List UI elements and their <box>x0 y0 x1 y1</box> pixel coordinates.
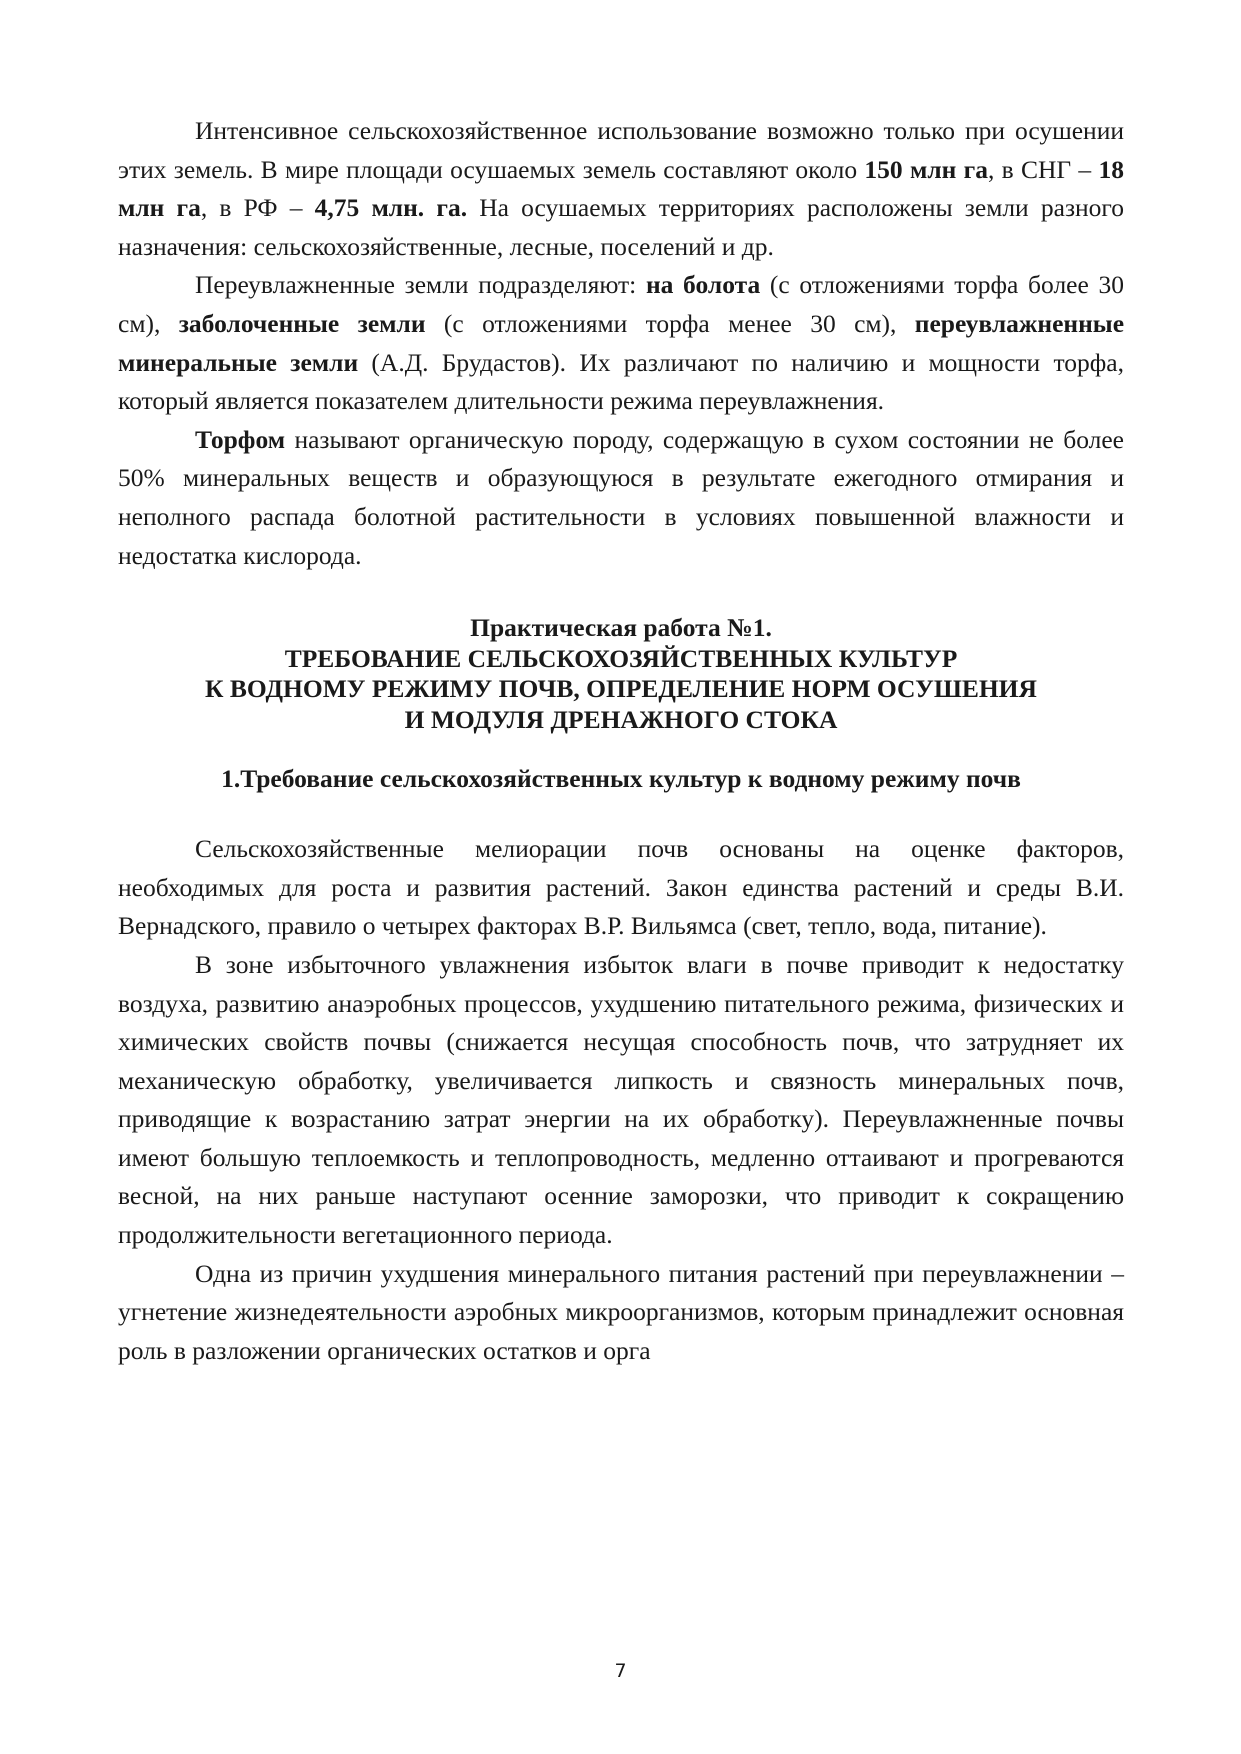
section-body <box>118 830 1124 1370</box>
text-run: На осушаемых территориях расположены земли разного назначения: сельскохозяйственные, лесные, поселений и др. <box>118 193 1124 261</box>
bold-term: Торфом <box>195 424 286 454</box>
text-run: Сельскохозяйственные мелиорации почв основаны на оценке факторов, необходимых для роста и развития растений. Закон единства растений и среды В.И. Вернадского, правило о четырех факторах В.Р. Вильямса (свет, тепло, вода, питание). <box>118 834 1124 941</box>
paragraph-p5 <box>118 946 1124 1255</box>
document-page <box>118 112 1124 1370</box>
text-run: , в РФ – <box>200 193 315 223</box>
bold-term: 18 млн га <box>118 154 1124 223</box>
text-run: Интенсивное сельскохозяйственное использование возможно только при осушении этих земель. В мире площади осушаемых земель составляют около <box>118 116 1124 184</box>
text-run: (А.Д. Брудастов). Их различают по наличию и мощности торфа, который является показателем длительности режима переувлажнения. <box>118 347 1124 416</box>
paragraph-p6 <box>118 1255 1124 1371</box>
heading-line-1: Практическая работа №1. <box>470 613 772 643</box>
heading-line-3: К ВОДНОМУ РЕЖИМУ ПОЧВ, ОПРЕДЕЛЕНИЕ НОРМ ОСУШЕНИЯ <box>205 674 1037 704</box>
practical-work-heading <box>118 613 1124 735</box>
text-run: Переувлажненные земли подразделяют: <box>195 270 646 300</box>
text-run: (с отложениями торфа более 30 см), <box>118 270 1124 338</box>
paragraph-p1 <box>118 112 1124 266</box>
text-run: называют органическую породу, содержащую в сухом состоянии не более 50% минеральных веществ и образующуюся в результате ежегодного отмирания и неполного распада болотной растительности в условиях повышенной влажности и недостатка кислорода. <box>118 424 1124 570</box>
bold-term: заболоченные земли <box>178 308 426 338</box>
heading-line-4: И МОДУЛЯ ДРЕНАЖНОГО СТОКА <box>404 704 838 734</box>
text-run: В зоне избыточного увлажнения избыток влаги в почве приводит к недостатку воздуха, развитию анаэробных процессов, ухудшению питательного режима, физических и химических свойств почвы (снижается несущая способность почв, что затрудняет их механическую обработку, увеличивается липкость и связность минеральных почв, приводящие к возрастанию затрат энергии на их обработку). Переувлажненные почвы имеют большую теплоемкость и теплопроводность, медленно оттаивают и прогреваются весной, на них раньше наступают осенние заморозки, что приводит к сокращению продолжительности вегетационного периода. <box>118 949 1124 1250</box>
section-subheading: 1.Требование сельскохозяйственных культур к водному режиму почв <box>221 764 1021 794</box>
bold-term: переувлажненные минеральные земли <box>118 308 1125 377</box>
text-run: , в СНГ – <box>987 154 1099 184</box>
page-number: 7 <box>614 1660 627 1682</box>
bold-term: 4,75 млн. га. <box>314 193 468 223</box>
text-run: (с отложениями торфа менее 30 см), <box>425 308 915 338</box>
bold-term: на болота <box>645 270 761 300</box>
bold-term: 150 млн га <box>864 154 988 184</box>
heading-line-2: ТРЕБОВАНИЕ СЕЛЬСКОХОЗЯЙСТВЕННЫХ КУЛЬТУР <box>284 643 958 673</box>
paragraph-p4 <box>118 830 1124 946</box>
paragraph-p3 <box>118 421 1124 575</box>
text-run: Одна из причин ухудшения минерального питания растений при переувлажнении – угнетение жизнедеятельности аэробных микроорганизмов, которым принадлежит основная роль в разложении органических остатков и орга <box>118 1258 1124 1365</box>
paragraph-p2 <box>118 266 1124 420</box>
intro-section <box>118 112 1124 575</box>
